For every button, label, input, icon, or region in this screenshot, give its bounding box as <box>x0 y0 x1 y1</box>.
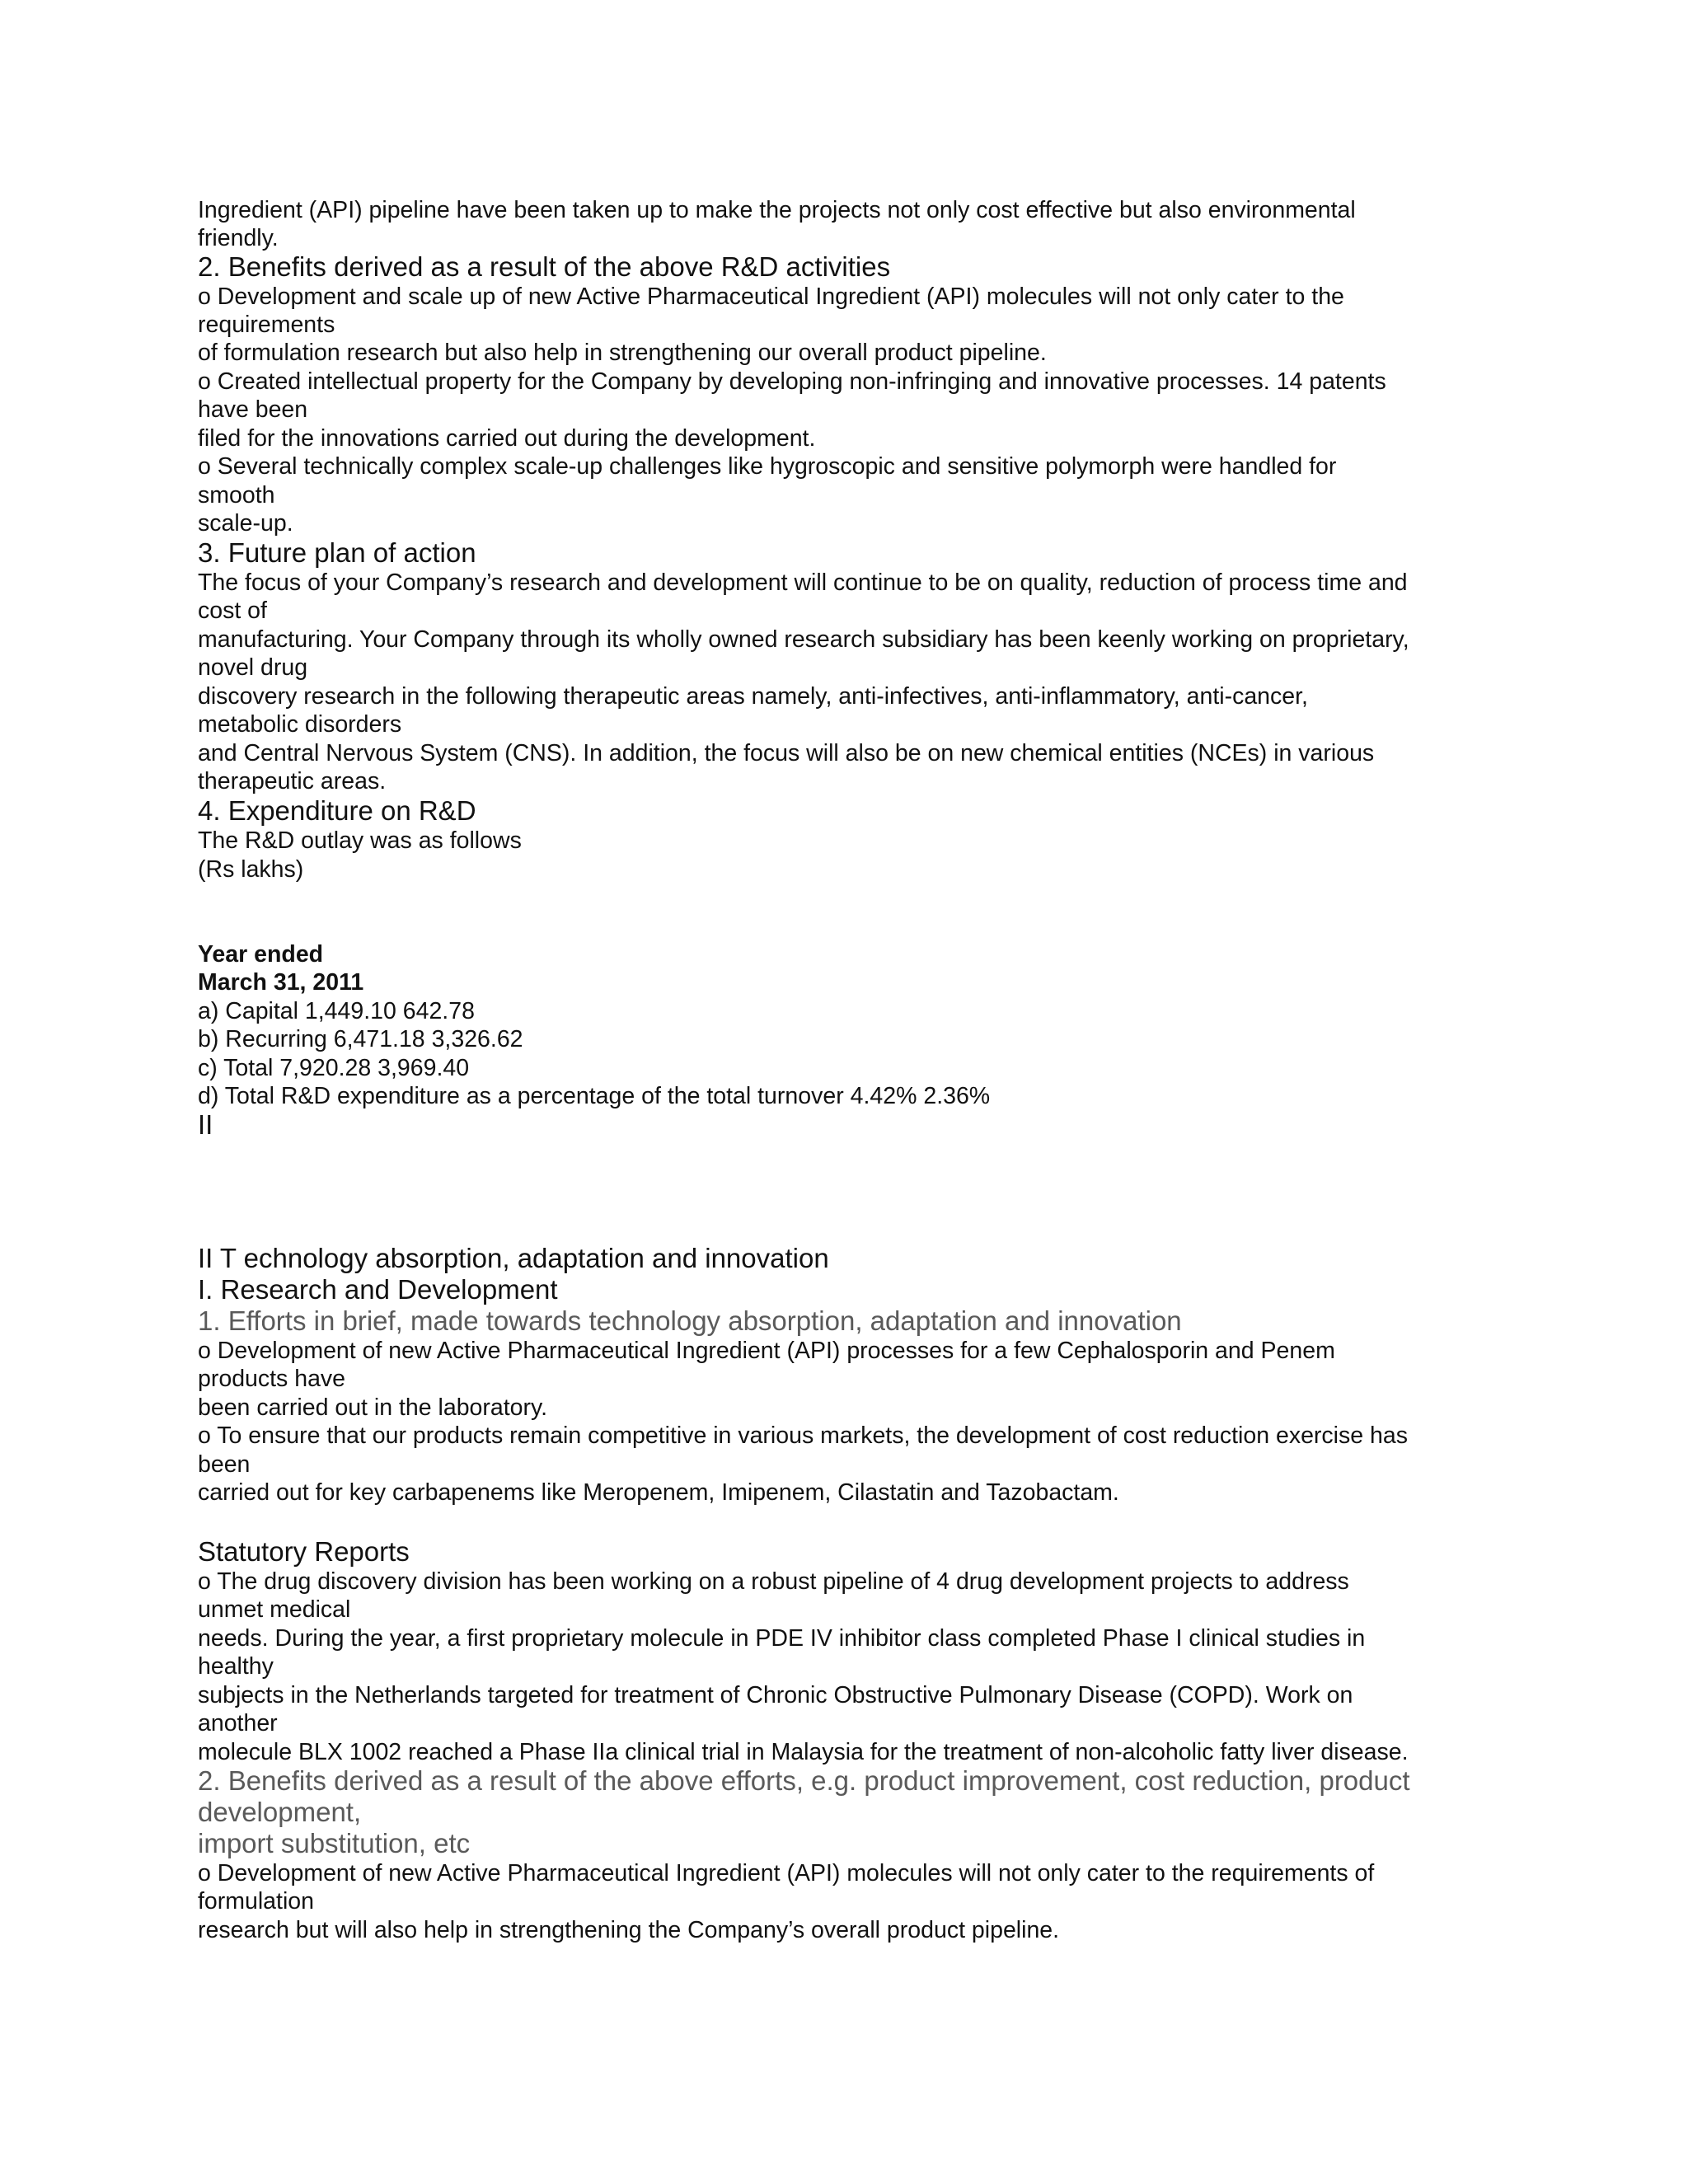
body-text-line: products have <box>198 1366 346 1392</box>
section-heading: 2. Benefits derived as a result of the above R&D activities <box>198 251 891 282</box>
section-heading: 4. Expenditure on R&D <box>198 795 476 826</box>
subsection-heading: 1. Efforts in brief, made towards technology absorption, adaptation and innovation <box>198 1305 1182 1336</box>
body-text-line: Ingredient (API) pipeline have been taken up to make the projects not only cost effective but also environmental <box>198 197 1356 223</box>
body-text-line: o The drug discovery division has been working on a robust pipeline of 4 drug development projects to address <box>198 1568 1349 1595</box>
body-text-line: (Rs lakhs) <box>198 856 304 883</box>
subsection-heading: development, <box>198 1797 362 1827</box>
body-text-line: The focus of your Company’s research and development will continue to be on quality, reduction of process time and <box>198 569 1408 596</box>
body-text-line: another <box>198 1710 278 1736</box>
subsection-heading: 2. Benefits derived as a result of the above efforts, e.g. product improvement, cost reduction, product <box>198 1765 1410 1796</box>
body-text-line: smooth <box>198 482 275 509</box>
body-text-line: scale-up. <box>198 510 293 537</box>
table-column-header: Year ended <box>198 941 324 968</box>
body-text-line: filed for the innovations carried out during the development. <box>198 425 816 452</box>
body-text-line: molecule BLX 1002 reached a Phase IIa clinical trial in Malaysia for the treatment of non-alcoholic fatty liver disease. <box>198 1739 1409 1765</box>
body-text-line: cost of <box>198 598 267 624</box>
body-text-line: of formulation research but also help in strengthening our overall product pipeline. <box>198 340 1047 366</box>
section-heading: 3. Future plan of action <box>198 537 476 568</box>
table-row: d) Total R&D expenditure as a percentage of the total turnover 4.42% 2.36% <box>198 1083 991 1109</box>
table-row: a) Capital 1,449.10 642.78 <box>198 998 475 1024</box>
body-text-line: o Development and scale up of new Active Pharmaceutical Ingredient (API) molecules will not only cater to the <box>198 284 1344 310</box>
body-text-line: metabolic disorders <box>198 711 402 738</box>
section-marker: II <box>198 1109 213 1140</box>
body-text-line: therapeutic areas. <box>198 768 387 794</box>
body-text-line: and Central Nervous System (CNS). In addition, the focus will also be on new chemical entities (NCEs) in various <box>198 740 1375 766</box>
body-text-line: have been <box>198 396 308 423</box>
body-text-line: been carried out in the laboratory. <box>198 1394 548 1421</box>
section-heading: I. Research and Development <box>198 1274 558 1305</box>
body-text-line: o Development of new Active Pharmaceutical Ingredient (API) processes for a few Cephalosporin and Penem <box>198 1338 1335 1364</box>
body-text-line: healthy <box>198 1653 274 1680</box>
body-text-line: o Created intellectual property for the Company by developing non-infringing and innovative processes. 14 patents <box>198 368 1386 395</box>
body-text-line: o Development of new Active Pharmaceutical Ingredient (API) molecules will not only cater to the requirements of <box>198 1860 1375 1886</box>
body-text-line: discovery research in the following therapeutic areas namely, anti-infectives, anti-inflammatory, anti-cancer, <box>198 683 1308 710</box>
section-heading: II T echnology absorption, adaptation and innovation <box>198 1243 829 1273</box>
table-column-header: March 31, 2011 <box>198 969 364 996</box>
subsection-heading: import substitution, etc <box>198 1828 471 1858</box>
body-text-line: friendly. <box>198 225 279 251</box>
table-row: c) Total 7,920.28 3,969.40 <box>198 1055 470 1081</box>
table-row: b) Recurring 6,471.18 3,326.62 <box>198 1026 523 1052</box>
body-text-line: research but will also help in strengthening the Company’s overall product pipeline. <box>198 1917 1060 1943</box>
body-text-line: o To ensure that our products remain competitive in various markets, the development of cost reduction exercise has <box>198 1422 1408 1449</box>
body-text-line: formulation <box>198 1888 314 1915</box>
body-text-line: needs. During the year, a first proprietary molecule in PDE IV inhibitor class completed Phase I clinical studies in <box>198 1625 1366 1652</box>
body-text-line: The R&D outlay was as follows <box>198 827 522 854</box>
body-text-line: subjects in the Netherlands targeted for treatment of Chronic Obstructive Pulmonary Disease (COPD). Work on <box>198 1682 1353 1708</box>
body-text-line: requirements <box>198 312 335 338</box>
body-text-line: o Several technically complex scale-up challenges like hygroscopic and sensitive polymorph were handled for <box>198 453 1337 480</box>
body-text-line: been <box>198 1451 251 1478</box>
section-heading: Statutory Reports <box>198 1536 410 1567</box>
body-text-line: manufacturing. Your Company through its wholly owned research subsidiary has been keenly working on proprietary, <box>198 626 1409 653</box>
body-text-line: carried out for key carbapenems like Meropenem, Imipenem, Cilastatin and Tazobactam. <box>198 1479 1119 1506</box>
body-text-line: novel drug <box>198 654 308 681</box>
body-text-line: unmet medical <box>198 1596 351 1623</box>
